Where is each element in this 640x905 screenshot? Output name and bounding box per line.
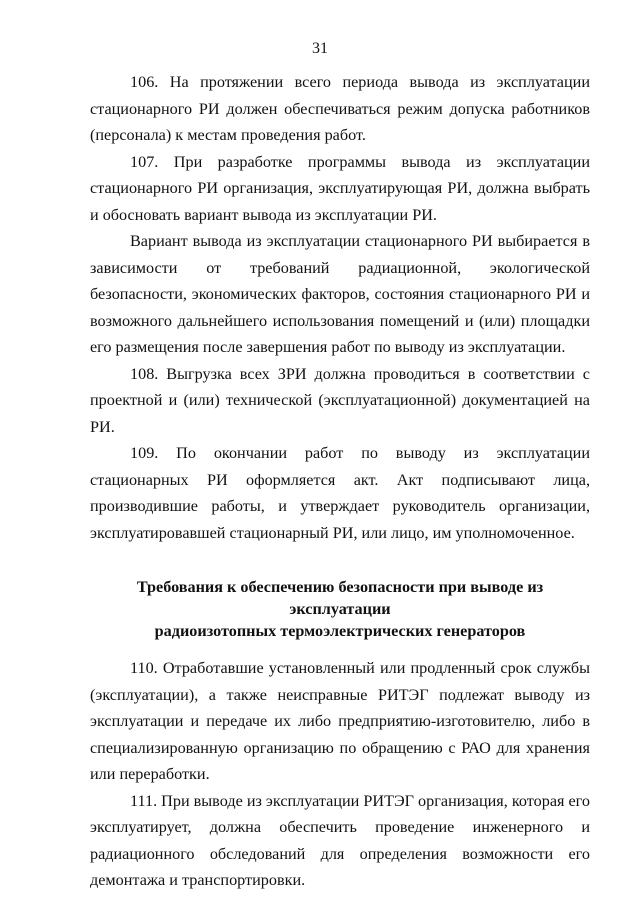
section-heading-line-1: Требования к обеспечению безопасности при выводе из эксплуатации [136, 578, 544, 618]
paragraph-110: 110. Отработавшие установленный или продленный срок службы (эксплуатации), а также неисправные РИТЭГ подлежат выводу из эксплуатации и передаче их либо предприятию-изготовителю, либо в специализированную организацию по обращению с РАО для хранения или переработки. [90, 659, 590, 783]
paragraph-106: 106. На протяжении всего периода вывода из эксплуатации стационарного РИ должен обеспечиваться режим допуска работников (персонала) к местам проведения работ. [90, 73, 590, 144]
paragraph-107-variant: Вариант вывода из эксплуатации стационарного РИ выбирается в зависимости от требований радиационной, экологической безопасности, экономических факторов, состояния стационарного РИ и возможного дальнейшего использования помещений и (или) площадки его размещения после завершения работ по выводу из эксплуатации. [90, 232, 590, 356]
section-heading [90, 576, 590, 642]
paragraph-109: 109. По окончании работ по выводу из эксплуатации стационарных РИ оформляется акт. Акт подписывают лица, производившие работы, и утверждает руководитель организации, эксплуатировавшей стационарный РИ, или лицо, им уполномоченное. [90, 444, 590, 542]
page-number: 31 [312, 40, 328, 57]
section-heading-line-2: радиоизотопных термоэлектрических генераторов [154, 622, 526, 640]
paragraph-111: 111. При выводе из эксплуатации РИТЭГ организация, которая его эксплуатирует, должна обеспечить проведение инженерного и радиационного обследований для определения возможности его демонтажа и транспортировки. [90, 791, 591, 889]
paragraph-108: 108. Выгрузка всех ЗРИ должна проводиться в соответствии с проектной и (или) технической (эксплуатационной) документацией на РИ. [90, 364, 590, 436]
paragraph-107: 107. При разработке программы вывода из эксплуатации стационарного РИ организация, эксплуатирующая РИ, должна выбрать и обосновать вариант вывода из эксплуатации РИ. [90, 152, 590, 224]
document-body [90, 69, 590, 894]
